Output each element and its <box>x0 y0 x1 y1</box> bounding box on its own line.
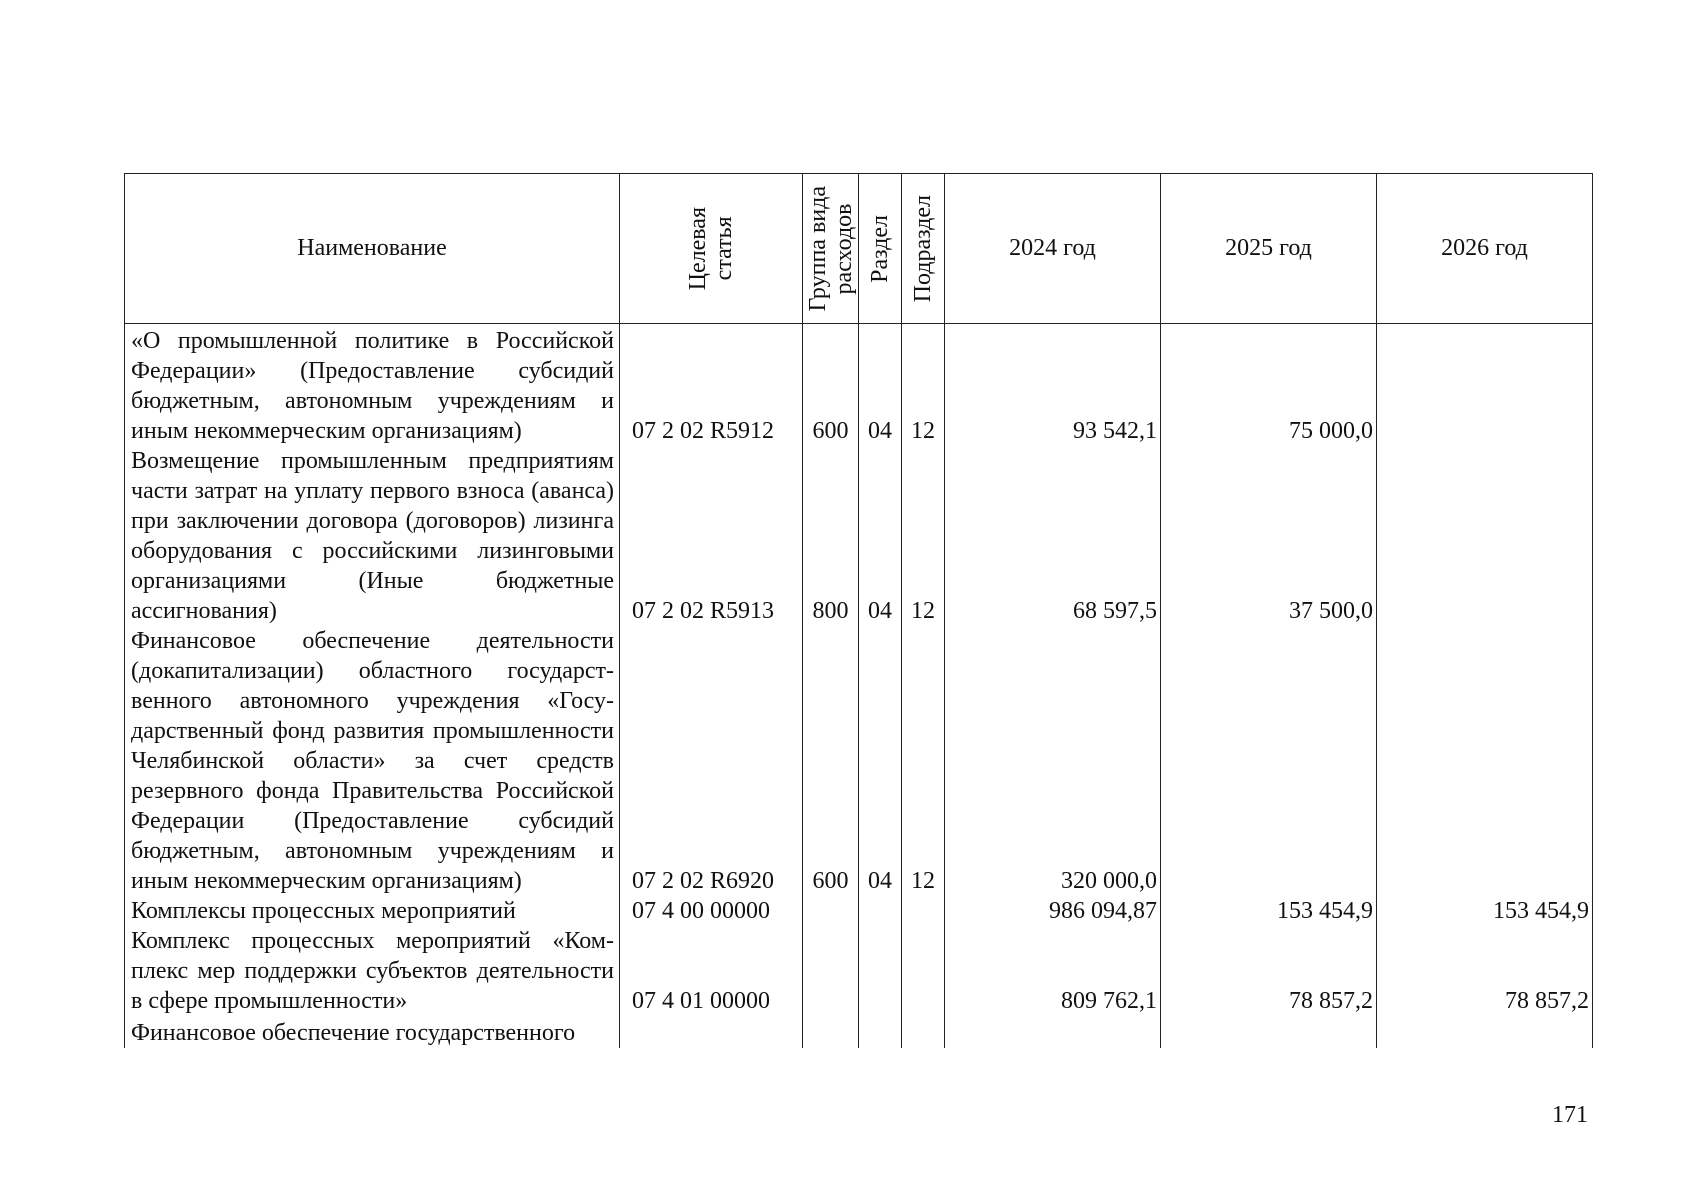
row-amount-2024: 93 542,1 <box>945 324 1161 447</box>
header-expense-group: Группа вида расходов <box>803 174 859 324</box>
row-amount-2026 <box>1377 626 1593 896</box>
header-target-article: Целевая статья <box>620 174 803 324</box>
row-amount-2026: 78 857,2 <box>1377 926 1593 1016</box>
row-section: 04 <box>859 324 902 447</box>
header-year-2024: 2024 год <box>945 174 1161 324</box>
row-subsection: 12 <box>902 446 945 626</box>
row-section <box>859 1016 902 1048</box>
page-number: 171 <box>1552 1102 1588 1128</box>
row-amount-2024 <box>945 1016 1161 1048</box>
row-section <box>859 926 902 1016</box>
row-subsection <box>902 896 945 926</box>
row-amount-2024: 320 000,0 <box>945 626 1161 896</box>
row-target-article: 07 4 01 00000 <box>620 926 803 1016</box>
row-amount-2025: 78 857,2 <box>1161 926 1377 1016</box>
row-name: Возмещение промышленным предприятиям части затрат на уплату первого взноса (аванса) при заключении договора (договоров) лизинга оборудования с российскими лизинговыми организациями (Иные бюджетные ассигнования) <box>125 446 620 626</box>
row-section: 04 <box>859 626 902 896</box>
table-row <box>125 324 1593 447</box>
table-row <box>125 896 1593 926</box>
row-amount-2026 <box>1377 446 1593 626</box>
header-year-2026: 2026 год <box>1377 174 1593 324</box>
row-expense-group: 600 <box>803 626 859 896</box>
row-amount-2026: 153 454,9 <box>1377 896 1593 926</box>
table-header-row <box>125 174 1593 324</box>
row-target-article: 07 2 02 R6920 <box>620 626 803 896</box>
row-expense-group: 800 <box>803 446 859 626</box>
table-row <box>125 446 1593 626</box>
row-name: Финансовое обеспечение деятельности (докапитализации) областного государственного автономного учреждения «Государственный фонд развития промышленности Челябинской области» за счет средств резервного фонда Правительства Российской Федерации (Предоставление субсидий бюджетным, автономным учреждениям и иным некоммерческим организациям) <box>125 626 620 896</box>
table-row <box>125 926 1593 1016</box>
row-amount-2025 <box>1161 1016 1377 1048</box>
row-expense-group <box>803 926 859 1016</box>
row-target-article <box>620 1016 803 1048</box>
row-amount-2024: 68 597,5 <box>945 446 1161 626</box>
row-section: 04 <box>859 446 902 626</box>
header-name: Наименование <box>125 174 620 324</box>
header-year-2025: 2025 год <box>1161 174 1377 324</box>
row-amount-2025 <box>1161 626 1377 896</box>
row-amount-2026 <box>1377 324 1593 447</box>
budget-table <box>124 173 1593 1048</box>
row-subsection: 12 <box>902 626 945 896</box>
table-row <box>125 626 1593 896</box>
row-expense-group: 600 <box>803 324 859 447</box>
row-subsection <box>902 1016 945 1048</box>
row-section <box>859 896 902 926</box>
row-target-article: 07 2 02 R5913 <box>620 446 803 626</box>
row-expense-group <box>803 896 859 926</box>
row-name: Комплекс процессных мероприятий «Комплекс мер поддержки субъектов деятельности в сфере промышленности» <box>125 926 620 1016</box>
row-name: Комплексы процессных мероприятий <box>125 896 620 926</box>
header-section: Раздел <box>859 174 902 324</box>
row-target-article: 07 4 00 00000 <box>620 896 803 926</box>
table-row <box>125 1016 1593 1048</box>
header-subsection: Подраздел <box>902 174 945 324</box>
row-name: «О промышленной политике в Российской Федерации» (Предоставление субсидий бюджетным, автономным учреждениям и иным некоммерческим организациям) <box>125 324 620 447</box>
row-amount-2024: 809 762,1 <box>945 926 1161 1016</box>
row-subsection: 12 <box>902 324 945 447</box>
row-amount-2025: 37 500,0 <box>1161 446 1377 626</box>
row-expense-group <box>803 1016 859 1048</box>
row-name: Финансовое обеспечение государственного <box>125 1016 620 1048</box>
row-target-article: 07 2 02 R5912 <box>620 324 803 447</box>
row-amount-2026 <box>1377 1016 1593 1048</box>
row-amount-2024: 986 094,87 <box>945 896 1161 926</box>
row-amount-2025: 75 000,0 <box>1161 324 1377 447</box>
row-amount-2025: 153 454,9 <box>1161 896 1377 926</box>
row-subsection <box>902 926 945 1016</box>
